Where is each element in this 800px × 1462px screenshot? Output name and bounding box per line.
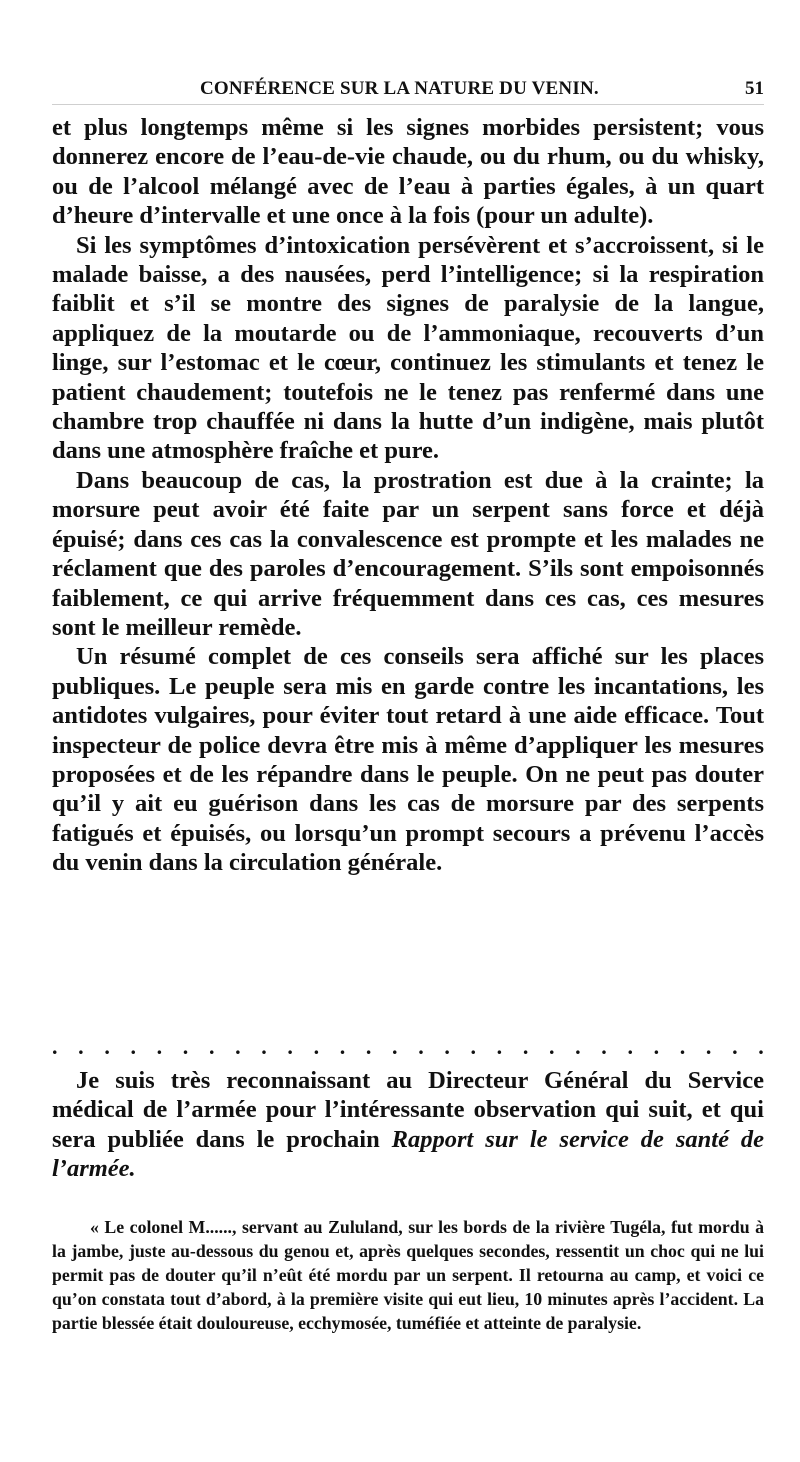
quoted-observation	[52, 1215, 764, 1335]
acknowledgment-paragraph	[52, 1066, 764, 1184]
dot: .	[732, 1034, 738, 1059]
dot: .	[627, 1034, 633, 1059]
dot: .	[496, 1034, 503, 1059]
ellipsis-dots	[52, 1036, 764, 1058]
dot: .	[444, 1034, 450, 1059]
dot: .	[130, 1034, 136, 1059]
dot: .	[339, 1034, 346, 1059]
running-head	[52, 74, 764, 105]
dot: .	[182, 1034, 189, 1059]
dot: .	[365, 1034, 372, 1059]
dot: .	[208, 1034, 215, 1059]
dot: .	[758, 1034, 764, 1059]
dot: .	[601, 1034, 607, 1059]
paragraph-prostration: Dans beaucoup de cas, la prostration est due à la crainte; la morsure peut avoir été faite par un serpent sans force et déjà épuisé; dans ces cas la convalescence est prompte et les malades ne réclament que des paroles d’encouragement. S’ils sont empoisonnés faiblement, ce qui arrive fréquemment dans ces cas, ces mesures sont le meilleur remède.	[52, 466, 764, 641]
dot: .	[548, 1034, 555, 1059]
dot: .	[392, 1034, 398, 1059]
dot: .	[705, 1034, 712, 1059]
dot: .	[575, 1034, 581, 1059]
dot: .	[522, 1034, 529, 1059]
dot: .	[156, 1034, 163, 1059]
dot: .	[679, 1034, 686, 1059]
dot: .	[78, 1034, 84, 1059]
dot: .	[104, 1034, 110, 1059]
quote-text: « Le colonel M......, servant au Zululand, sur les bords de la rivière Tugéla, fut mordu à la jambe, juste au-dessous du genou et, après quelques secondes, ressentit un choc qui ne lui permit pas de douter qu’il n’eût été mordu par un serpent. Il retourna au camp, et voici ce qu’on constata tout d’abord, à la première visite qui eut lieu, 10 minutes après l’accident. La partie blessée était douloureuse, ecchymosée, tuméfiée et atteinte de paralysie.	[52, 1217, 764, 1333]
page-number: 51	[745, 78, 764, 99]
main-text	[52, 113, 764, 878]
acknowledgment-before: Je suis très reconnaissant au Directeur Général du Service médical de l’armée pour l’intéressante observation qui suit, et qui sera publiée dans le prochain	[52, 1067, 764, 1153]
paragraph-continued: et plus longtemps même si les signes morbides persistent; vous donnerez encore de l’eau-de-vie chaude, ou du rhum, ou du whisky, ou de l’alcool mélangé avec de l’eau à parties égales, à un quart d’heure d’intervalle et une once à la fois (pour un adulte).	[52, 114, 764, 230]
dot: .	[313, 1034, 320, 1059]
dot: .	[287, 1034, 293, 1059]
dot: .	[653, 1034, 660, 1059]
dot: .	[470, 1034, 476, 1059]
dot: .	[235, 1034, 241, 1059]
running-title: CONFÉRENCE SUR LA NATURE DU VENIN.	[200, 78, 599, 99]
dot: .	[261, 1034, 267, 1059]
report-title: Rapport sur le service de santé de l’armée.	[52, 1125, 764, 1183]
paragraph-summary: Un résumé complet de ces conseils sera affiché sur les places publiques. Le peuple sera mis en garde contre les incantations, les antidotes vulgaires, pour éviter tout retard à une aide efficace. Tout inspecteur de police devra être mis à même d’appliquer les mesures proposées et de les répandre dans le peuple. On ne peut pas douter qu’il y ait eu guérison dans les cas de morsure par des serpents fatigués et épuisés, ou lorsqu’un prompt secours a prévenu l’accès du venin dans la circulation générale.	[52, 643, 764, 877]
paragraph-symptoms: Si les symptômes d’intoxication persévèrent et s’accroissent, si le malade baisse, a des nausées, perd l’intelligence; si la respiration faiblit et s’il se montre des signes de paralysie de la langue, appliquez de la moutarde ou de l’ammoniaque, recouverts d’un linge, sur l’estomac et le cœur, continuez les stimulants et tenez le patient chaudement; toutefois ne le tenez pas renfermé dans une chambre trop chauffée ni dans la hutte d’un indigène, mais plutôt dans une atmosphère fraîche et pure.	[52, 231, 764, 465]
acknowledgment-text	[52, 1066, 764, 1184]
dot: .	[52, 1034, 58, 1059]
dot: .	[418, 1034, 424, 1059]
